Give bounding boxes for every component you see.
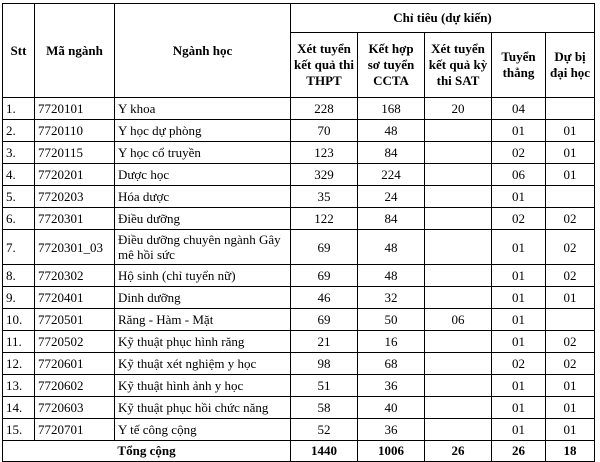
cell-thpt: 58 [291,397,358,419]
cell-direct: 01 [492,265,546,287]
cell-name: Y khoa [115,98,291,120]
cell-ccta: 84 [358,142,425,164]
cell-ccta: 48 [358,120,425,142]
cell-stt: 14. [3,397,35,419]
cell-code: 7720501 [35,309,115,331]
cell-thpt: 122 [291,208,358,230]
cell-thpt: 70 [291,120,358,142]
cell-direct: 01 [492,309,546,331]
cell-prep: 02 [546,230,595,265]
cell-sat [425,353,492,375]
total-ccta: 1006 [358,441,425,462]
cell-code: 7720502 [35,331,115,353]
cell-direct: 01 [492,230,546,265]
table-row [3,331,595,353]
table-row [3,397,595,419]
cell-code: 7720101 [35,98,115,120]
cell-thpt: 98 [291,353,358,375]
cell-stt: 12. [3,353,35,375]
cell-name: Y tế công cộng [115,419,291,441]
cell-name: Kỹ thuật hình ảnh y học [115,375,291,397]
table-row [3,208,595,230]
cell-stt: 1. [3,98,35,120]
cell-prep: 02 [546,331,595,353]
cell-thpt: 35 [291,186,358,208]
cell-stt: 2. [3,120,35,142]
cell-prep [546,309,595,331]
total-thpt: 1440 [291,441,358,462]
header-thpt: Xét tuyển kết quả thi THPT [291,33,358,98]
cell-stt: 7. [3,230,35,265]
cell-thpt: 21 [291,331,358,353]
cell-sat [425,419,492,441]
cell-stt: 11. [3,331,35,353]
table-row [3,142,595,164]
cell-code: 7720301 [35,208,115,230]
total-row [3,441,595,462]
cell-name: Dược học [115,164,291,186]
cell-prep: 01 [546,142,595,164]
cell-stt: 5. [3,186,35,208]
table-row [3,353,595,375]
cell-direct: 01 [492,331,546,353]
cell-name: Y học cổ truyền [115,142,291,164]
cell-ccta: 24 [358,186,425,208]
cell-ccta: 32 [358,287,425,309]
cell-thpt: 69 [291,230,358,265]
cell-stt: 4. [3,164,35,186]
header-ccta: Kết hợp sơ tuyển CCTA [358,33,425,98]
total-sat: 26 [425,441,492,462]
cell-name: Hóa dược [115,186,291,208]
cell-prep: 01 [546,164,595,186]
cell-direct: 02 [492,208,546,230]
cell-direct: 04 [492,98,546,120]
cell-name: Kỹ thuật phục hình răng [115,331,291,353]
cell-prep: 02 [546,353,595,375]
cell-direct: 01 [492,120,546,142]
cell-name: Hộ sinh (chỉ tuyển nữ) [115,265,291,287]
cell-ccta: 68 [358,353,425,375]
cell-stt: 15. [3,419,35,441]
cell-sat [425,164,492,186]
cell-code: 7720401 [35,287,115,309]
cell-sat [425,265,492,287]
cell-sat [425,397,492,419]
cell-direct: 01 [492,397,546,419]
cell-prep [546,186,595,208]
table-body [3,98,595,441]
cell-sat [425,287,492,309]
cell-stt: 3. [3,142,35,164]
table-row [3,309,595,331]
cell-thpt: 69 [291,309,358,331]
cell-ccta: 16 [358,331,425,353]
table-row [3,186,595,208]
cell-ccta: 48 [358,230,425,265]
cell-sat [425,331,492,353]
cell-prep: 01 [546,419,595,441]
cell-thpt: 46 [291,287,358,309]
header-prep: Dự bị đại học [546,33,595,98]
cell-thpt: 51 [291,375,358,397]
table-row [3,98,595,120]
cell-code: 7720602 [35,375,115,397]
cell-prep: 01 [546,375,595,397]
cell-stt: 6. [3,208,35,230]
cell-prep [546,98,595,120]
cell-code: 7720110 [35,120,115,142]
cell-stt: 10. [3,309,35,331]
cell-sat [425,186,492,208]
total-prep: 18 [546,441,595,462]
table-row [3,375,595,397]
total-direct: 26 [492,441,546,462]
table-header [3,4,595,98]
cell-thpt: 228 [291,98,358,120]
cell-prep: 01 [546,287,595,309]
table-row [3,287,595,309]
cell-ccta: 36 [358,375,425,397]
cell-prep: 01 [546,120,595,142]
header-code: Mã ngành [35,4,115,98]
cell-direct: 01 [492,419,546,441]
cell-name: Kỹ thuật xét nghiệm y học [115,353,291,375]
cell-code: 7720601 [35,353,115,375]
cell-prep: 01 [546,397,595,419]
cell-direct: 06 [492,164,546,186]
table-row [3,265,595,287]
header-name: Ngành học [115,4,291,98]
cell-sat: 20 [425,98,492,120]
cell-sat [425,142,492,164]
cell-prep: 02 [546,208,595,230]
cell-stt: 8. [3,265,35,287]
cell-sat [425,120,492,142]
cell-ccta: 168 [358,98,425,120]
cell-direct: 02 [492,353,546,375]
cell-name: Điều dưỡng chuyên ngành Gây mê hồi sức [115,230,291,265]
cell-code: 7720115 [35,142,115,164]
header-direct: Tuyển thẳng [492,33,546,98]
cell-code: 7720201 [35,164,115,186]
cell-code: 7720302 [35,265,115,287]
cell-stt: 9. [3,287,35,309]
cell-name: Dinh dưỡng [115,287,291,309]
cell-sat: 06 [425,309,492,331]
total-label: Tổng cộng [3,441,291,462]
cell-thpt: 123 [291,142,358,164]
cell-prep: 02 [546,265,595,287]
cell-code: 7720301_03 [35,230,115,265]
cell-direct: 01 [492,186,546,208]
cell-direct: 02 [492,142,546,164]
cell-thpt: 69 [291,265,358,287]
cell-code: 7720603 [35,397,115,419]
cell-name: Điều dưỡng [115,208,291,230]
cell-sat [425,208,492,230]
cell-ccta: 50 [358,309,425,331]
admission-quota-table [2,3,595,462]
cell-name: Răng - Hàm - Mặt [115,309,291,331]
cell-sat [425,375,492,397]
cell-name: Kỹ thuật phục hồi chức năng [115,397,291,419]
cell-sat [425,230,492,265]
cell-ccta: 224 [358,164,425,186]
table-row [3,120,595,142]
cell-stt: 13. [3,375,35,397]
cell-direct: 01 [492,375,546,397]
table-row [3,419,595,441]
cell-ccta: 84 [358,208,425,230]
cell-ccta: 48 [358,265,425,287]
cell-code: 7720203 [35,186,115,208]
cell-code: 7720701 [35,419,115,441]
header-stt: Stt [3,4,35,98]
header-sat: Xét tuyển kết quả kỳ thi SAT [425,33,492,98]
cell-direct: 01 [492,287,546,309]
cell-ccta: 40 [358,397,425,419]
table-row [3,164,595,186]
cell-name: Y học dự phòng [115,120,291,142]
table-row [3,230,595,265]
header-quota-group: Chỉ tiêu (dự kiến) [291,4,595,33]
cell-thpt: 52 [291,419,358,441]
cell-ccta: 36 [358,419,425,441]
cell-thpt: 329 [291,164,358,186]
